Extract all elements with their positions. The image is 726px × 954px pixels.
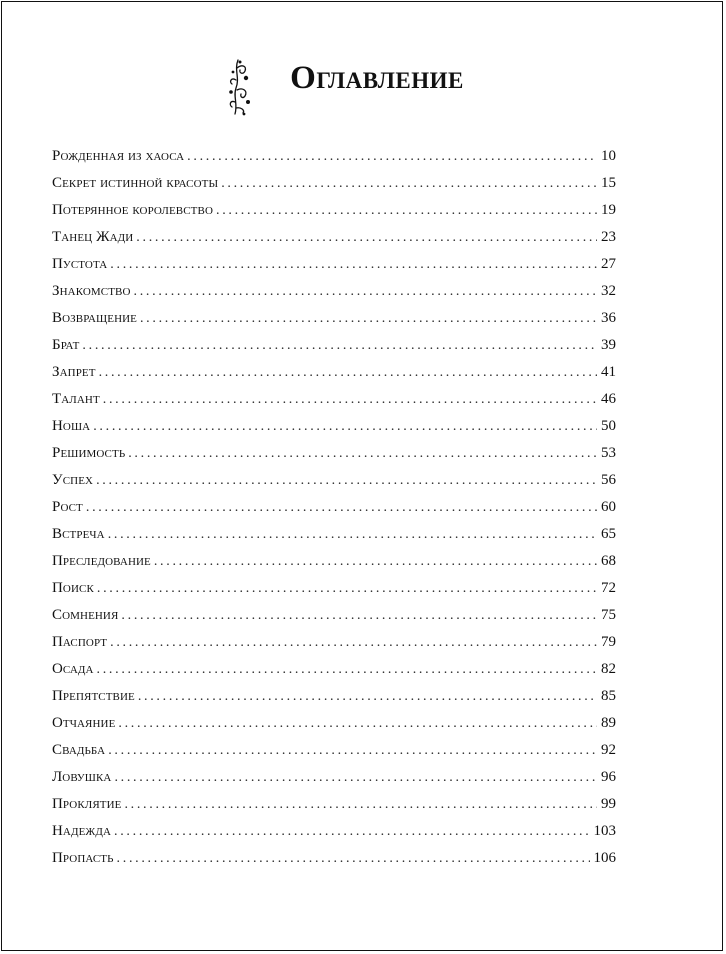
dot-leader	[124, 791, 597, 818]
toc-entry-title: Проклятие	[52, 796, 122, 812]
dot-leader	[221, 170, 597, 197]
toc-entry-page-number: 39	[601, 337, 616, 353]
dot-leader	[97, 575, 597, 602]
toc-entry[interactable]	[52, 467, 616, 494]
toc-entry-title: Паспорт	[52, 634, 108, 650]
toc-entry[interactable]	[52, 710, 616, 737]
toc-entry-page-number: 68	[601, 553, 616, 569]
toc-entry-page-number: 96	[601, 769, 616, 785]
dot-leader	[82, 332, 597, 359]
toc-entry-title: Запрет	[52, 364, 96, 380]
dot-leader	[103, 386, 597, 413]
dot-leader	[99, 359, 597, 386]
toc-entry[interactable]	[52, 413, 616, 440]
toc-entry-title: Встреча	[52, 526, 105, 542]
toc-entry-page-number: 23	[601, 229, 616, 245]
toc-entry-title: Препятствие	[52, 688, 135, 704]
toc-entry-title: Надежда	[52, 823, 112, 839]
toc-entry-title: Ловушка	[52, 769, 112, 785]
toc-entry[interactable]	[52, 656, 616, 683]
dot-leader	[108, 737, 597, 764]
toc-entry-page-number: 99	[601, 796, 616, 812]
toc-entry-page-number: 36	[601, 310, 616, 326]
toc-entry-title: Пропасть	[52, 850, 114, 866]
dot-leader	[110, 629, 597, 656]
toc-entry[interactable]	[52, 278, 616, 305]
toc-entry-title: Знакомство	[52, 283, 131, 299]
dot-leader	[154, 548, 597, 575]
toc-entry-page-number: 60	[601, 499, 616, 515]
heading	[0, 62, 726, 95]
dot-leader	[187, 143, 597, 170]
toc-entry-page-number: 50	[601, 418, 616, 434]
toc-entry-page-number: 56	[601, 472, 616, 488]
toc-entry-page-number: 92	[601, 742, 616, 758]
toc-entry-page-number: 85	[601, 688, 616, 704]
dot-leader	[140, 305, 597, 332]
toc-entry-title: Решимость	[52, 445, 126, 461]
dot-leader	[138, 683, 597, 710]
toc-entry-title: Осада	[52, 661, 94, 677]
toc-entry-page-number: 106	[593, 850, 616, 866]
toc-entry[interactable]	[52, 818, 616, 845]
toc-entry[interactable]	[52, 737, 616, 764]
toc-entry-page-number: 82	[601, 661, 616, 677]
toc-entry[interactable]	[52, 224, 616, 251]
toc-entry-page-number: 89	[601, 715, 616, 731]
toc-entry[interactable]	[52, 629, 616, 656]
dot-leader	[86, 494, 597, 521]
dot-leader	[134, 278, 597, 305]
dot-leader	[108, 521, 597, 548]
toc-entry-title: Успех	[52, 472, 94, 488]
toc-entry-title: Танец Жади	[52, 229, 134, 245]
toc-entry-page-number: 72	[601, 580, 616, 596]
toc-entry-title: Поиск	[52, 580, 94, 596]
toc-entry-title: Рост	[52, 499, 83, 515]
toc-entry-page-number: 15	[601, 175, 616, 191]
toc-entry-page-number: 65	[601, 526, 616, 542]
toc-entry[interactable]	[52, 791, 616, 818]
toc-entry-title: Преследование	[52, 553, 151, 569]
toc-entry[interactable]	[52, 683, 616, 710]
toc-entry[interactable]	[52, 764, 616, 791]
toc-entry-title: Ноша	[52, 418, 91, 434]
page-title: Оглавление	[290, 60, 464, 96]
toc-entry[interactable]	[52, 440, 616, 467]
toc-entry[interactable]	[52, 575, 616, 602]
toc-entry-page-number: 53	[601, 445, 616, 461]
toc-entry-title: Талант	[52, 391, 100, 407]
toc-entry-page-number: 46	[601, 391, 616, 407]
toc-entry[interactable]	[52, 251, 616, 278]
table-of-contents	[52, 143, 616, 872]
dot-leader	[114, 818, 589, 845]
dot-leader	[96, 467, 597, 494]
toc-entry-page-number: 10	[601, 148, 616, 164]
toc-entry-page-number: 32	[601, 283, 616, 299]
toc-entry[interactable]	[52, 305, 616, 332]
toc-entry[interactable]	[52, 602, 616, 629]
dot-leader	[114, 764, 597, 791]
toc-entry-page-number: 27	[601, 256, 616, 272]
toc-entry-page-number: 79	[601, 634, 616, 650]
toc-entry[interactable]	[52, 548, 616, 575]
toc-entry-page-number: 103	[593, 823, 616, 839]
dot-leader	[136, 224, 597, 251]
toc-entry-title: Свадьба	[52, 742, 106, 758]
dot-leader	[110, 251, 597, 278]
toc-entry-title: Отчаяние	[52, 715, 116, 731]
dot-leader	[118, 710, 597, 737]
toc-entry[interactable]	[52, 845, 616, 872]
dot-leader	[97, 656, 597, 683]
toc-entry-page-number: 75	[601, 607, 616, 623]
dot-leader	[128, 440, 597, 467]
dot-leader	[93, 413, 597, 440]
toc-entry[interactable]	[52, 359, 616, 386]
toc-entry-title: Пустота	[52, 256, 108, 272]
toc-entry-page-number: 19	[601, 202, 616, 218]
toc-entry[interactable]	[52, 170, 616, 197]
dot-leader	[117, 845, 590, 872]
toc-entry[interactable]	[52, 332, 616, 359]
toc-entry[interactable]	[52, 143, 616, 170]
toc-entry[interactable]	[52, 386, 616, 413]
toc-entry-title: Возвращение	[52, 310, 137, 326]
toc-entry[interactable]	[52, 521, 616, 548]
dot-leader	[216, 197, 597, 224]
toc-entry-title: Рожденная из хаоса	[52, 148, 185, 164]
toc-entry-title: Секрет истинной красоты	[52, 175, 219, 191]
toc-entry-title: Сомнения	[52, 607, 119, 623]
toc-entry-page-number: 41	[601, 364, 616, 380]
dot-leader	[121, 602, 597, 629]
toc-entry[interactable]	[52, 197, 616, 224]
toc-entry[interactable]	[52, 494, 616, 521]
toc-entry-title: Брат	[52, 337, 80, 353]
toc-entry-title: Потерянное королевство	[52, 202, 213, 218]
